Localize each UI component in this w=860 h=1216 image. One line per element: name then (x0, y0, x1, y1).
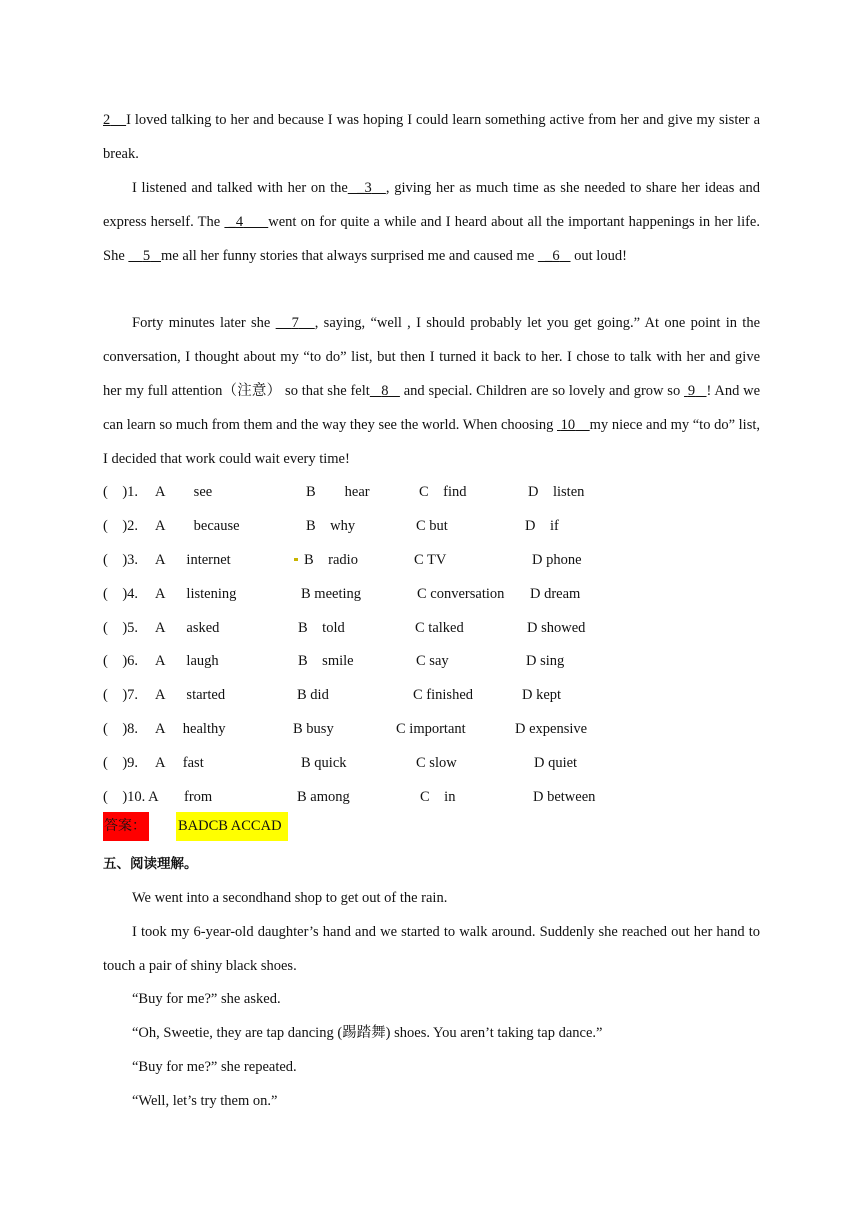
reading-paragraph: We went into a secondhand shop to get out of the rain. (132, 890, 448, 906)
question-row: ( )4. A listening B meeting C conversation D dream (103, 586, 581, 602)
blank-8: 8 (381, 383, 389, 399)
paragraph-text: I loved talking to her and because I was hoping I could learn something active from her and give my sister a break. (103, 112, 761, 162)
small-marker (294, 558, 298, 561)
reading-paragraph: “Buy for me?” she asked. (132, 991, 281, 1007)
section-heading: 五、阅读理解。 (103, 856, 198, 872)
passage-paragraph-2: I listened and talked with her on the _3 , giving her as much time as she needed to share her ideas and express herself. The _4 went on for quite a while and I heard about all the important happenings in her life. She 5 me all her funny stories that always surprised me and caused me _6 out loud! (103, 180, 761, 264)
passage-paragraph-3: Forty minutes later she 7 , saying, “well , I should probably let you get going.” At one point in the conversation, I thought about my “to do” list, but then I turned it back to her. I chose to talk with her and give her my full attention（注意） so that she felt 8 and special. Children are so lovely and grow so 9 ! And we can learn so much from them and the way they see the world. When choosing 10 my niece and my “to do” list, I decided that work could wait every time! (103, 315, 761, 467)
blank-9: 9 (687, 383, 696, 399)
blank-2: 2 (103, 112, 111, 128)
answer-label: 答案： (103, 812, 149, 841)
blank-7: 7 (291, 315, 299, 331)
question-row: ( )5. A asked B told C talked D showed (103, 620, 586, 636)
question-row: ( )8. A healthy B busy C important D expensive (103, 721, 588, 737)
question-row: ( )10. A from B among C in D between (103, 789, 596, 805)
question-row: ( )9. A fast B quick C slow D quiet (103, 755, 578, 771)
blank-4: 4 (235, 214, 244, 230)
question-row: ( )2. A because B why C but D if (103, 518, 559, 534)
blank-5: 5 (142, 248, 151, 264)
blank-6: 6 (552, 248, 560, 264)
question-row: ( )6. A laugh B smile C say D sing (103, 653, 565, 669)
passage-paragraph-1 (103, 103, 760, 171)
reading-paragraph: “Buy for me?” she repeated. (132, 1059, 297, 1075)
question-row: ( )3. A internet B radio C TV D phone (103, 552, 582, 568)
reading-paragraph: “Oh, Sweetie, they are tap dancing (踢踏舞) shoes. You aren’t taking tap dance.” (132, 1025, 603, 1041)
blank-3: 3 (364, 180, 372, 196)
reading-paragraph: “Well, let’s try them on.” (132, 1093, 278, 1109)
reading-paragraph: I took my 6-year-old daughter’s hand and we started to walk around. Suddenly she reached out her hand to touch a pair of shiny black shoes. (103, 924, 760, 974)
question-row: ( )1. A see B hear C find D listen (103, 484, 585, 500)
blank-10: 10 (560, 417, 576, 433)
answer-value: BADCB ACCAD (176, 812, 288, 841)
question-row: ( )7. A started B did C finished D kept (103, 687, 562, 703)
